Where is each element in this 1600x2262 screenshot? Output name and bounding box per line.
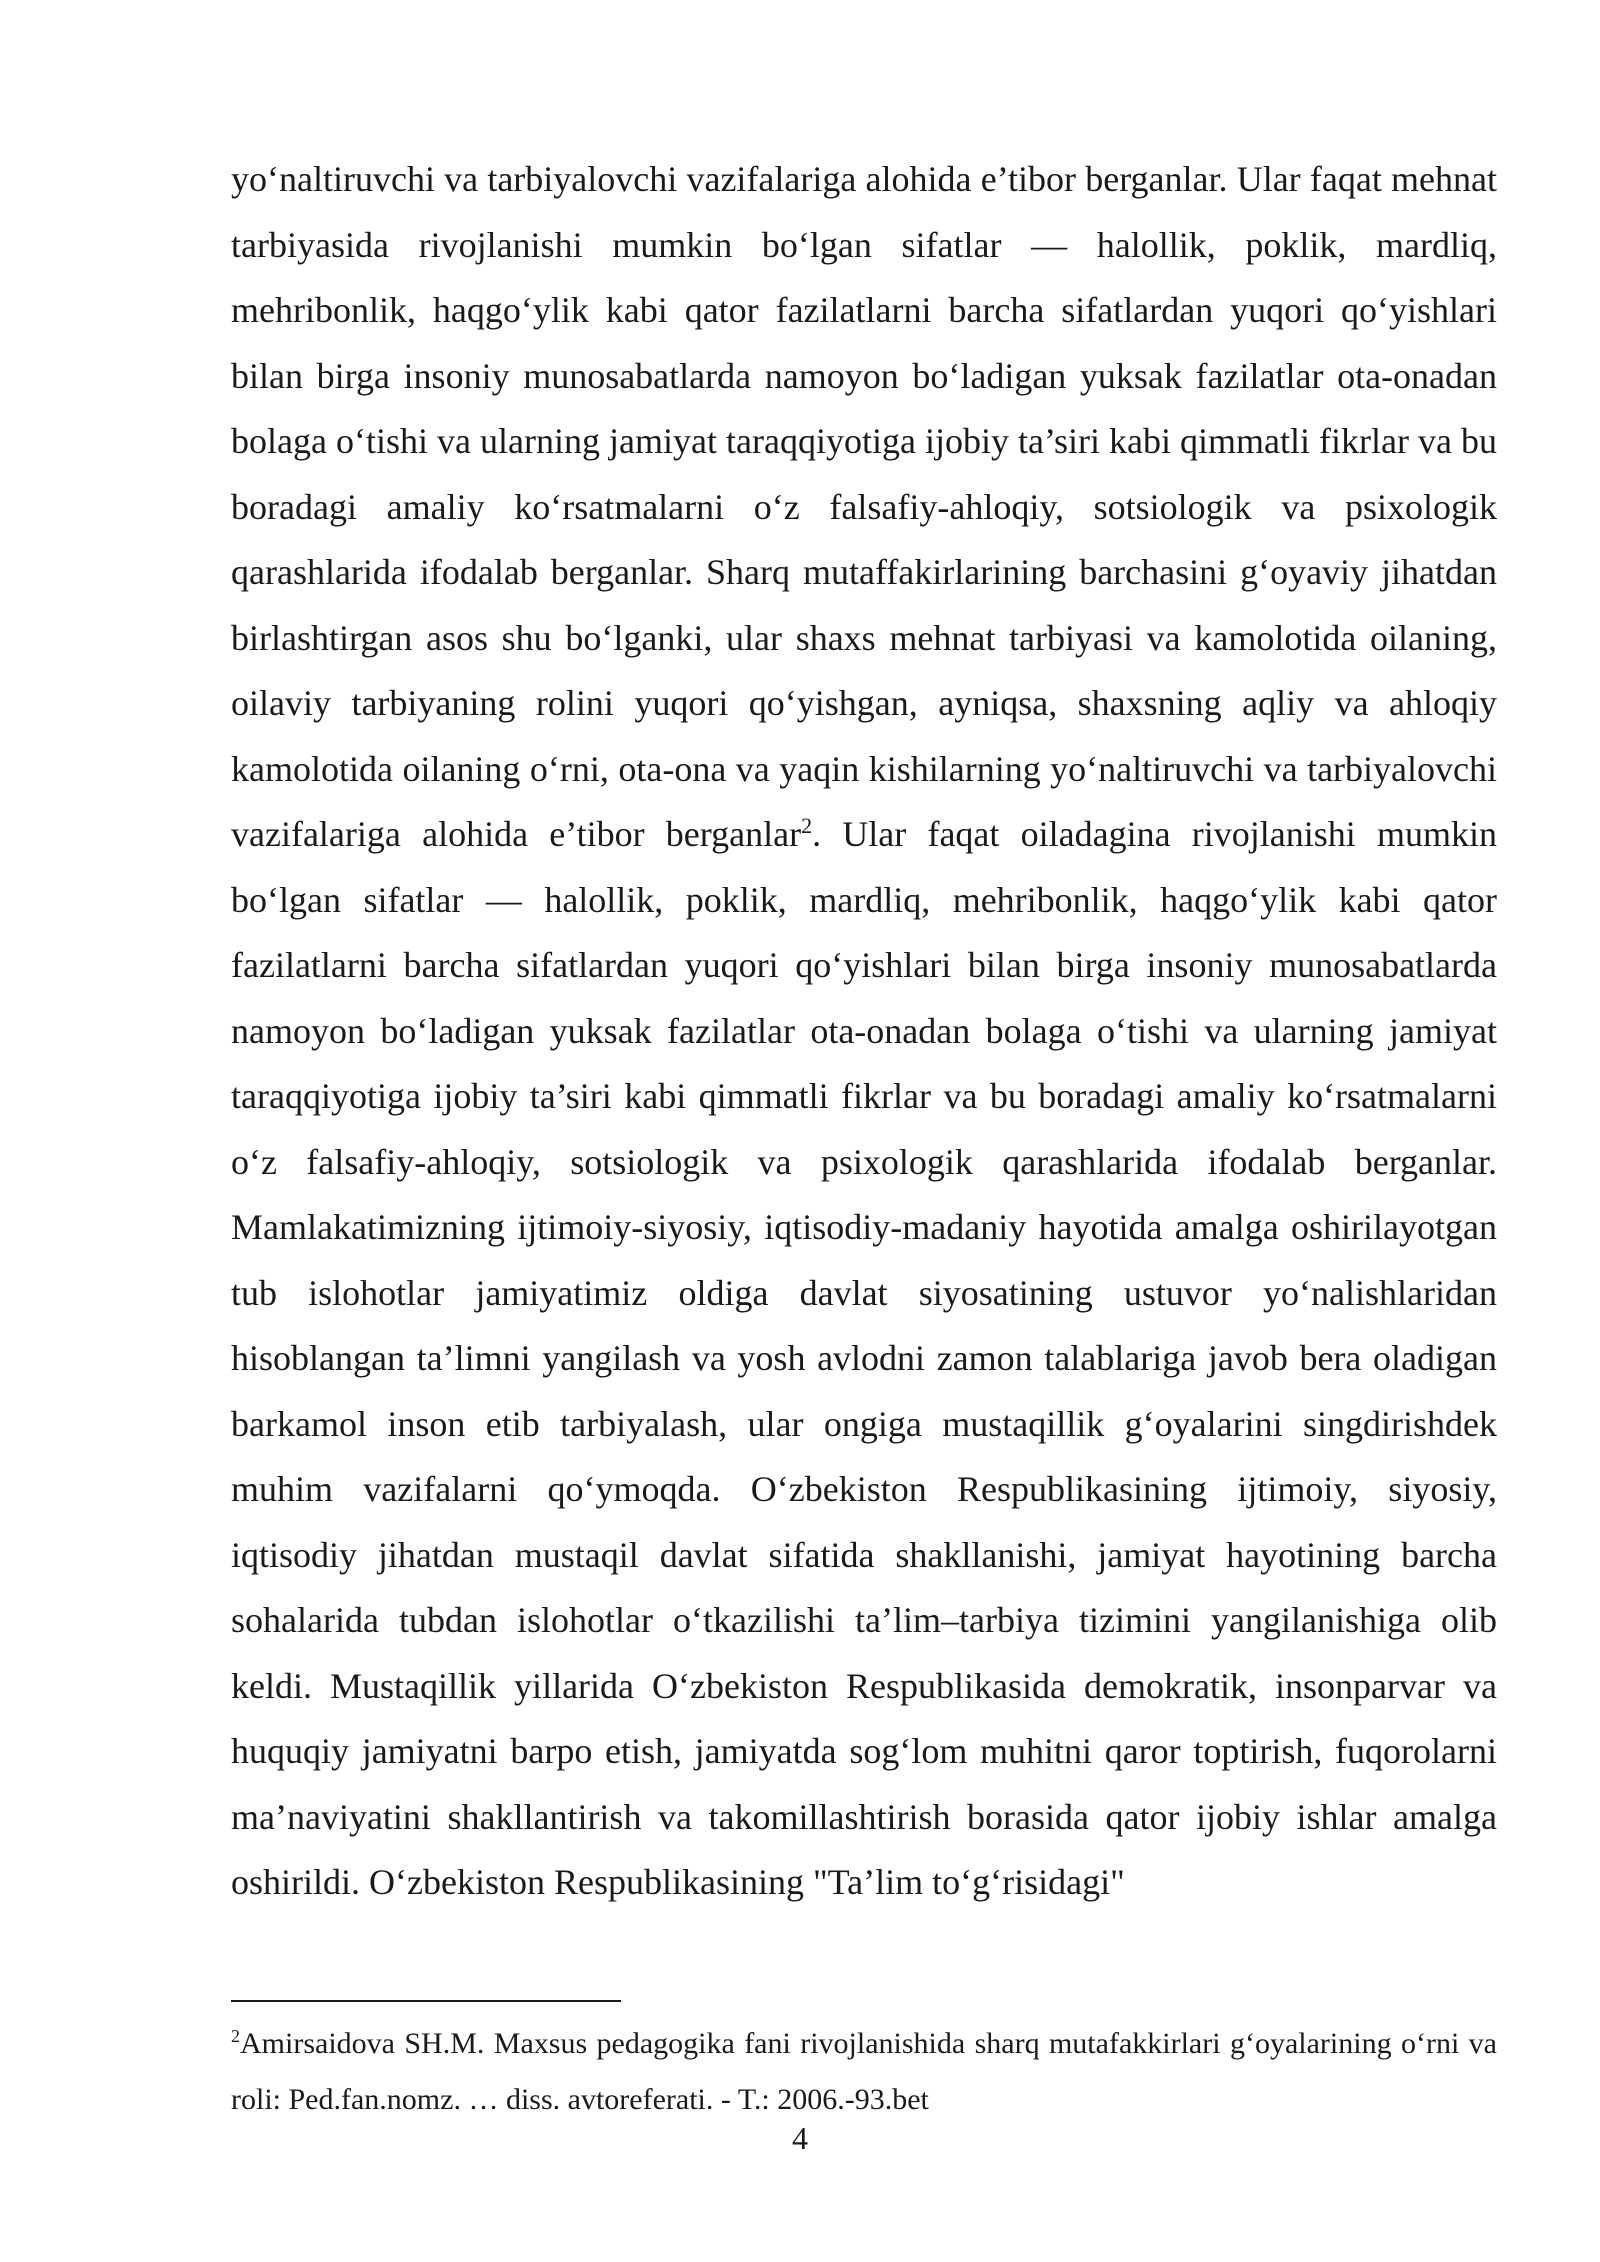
footnote	[231, 2016, 1497, 2128]
page-number: 4	[792, 2120, 808, 2156]
footnote-number: 2	[231, 2026, 240, 2046]
footnote-separator	[231, 2000, 621, 2002]
footnote-text: Amirsaidova SH.M. Maxsus pedagogika fani rivojlanishida sharq mutafakkirlari g‘oyalarining o‘rni va roli: Ped.fan.nomz. … diss. avtoreferati. - T.: 2006.-93.bet	[231, 2027, 1497, 2116]
body-text-before-note: yo‘naltiruvchi va tarbiyalovchi vazifalariga alohida e’tibor berganlar. Ular faqat mehnat tarbiyasida rivojlanishi mumkin bo‘lgan sifatlar — halollik, poklik, mardliq, mehribonlik, haqgo‘ylik kabi qator fazilatlarni barcha sifatlardan yuqori qo‘yishlari bilan birga insoniy munosabatlarda namoyon bo‘ladigan yuksak fazilatlar ota-onadan bolaga o‘tishi va ularning jamiyat taraqqiyotiga ijobiy ta’siri kabi qimmatli fikrlar va bu boradagi amaliy ko‘rsatmalarni o‘z falsafiy-ahloqiy, sotsiologik va psixologik qarashlarida ifodalab berganlar. Sharq mutaffakirlarining barchasini g‘oyaviy jihatdan birlashtirgan asos shu bo‘lganki, ular shaxs mehnat tarbiyasi va kamolotida oilaning, oilaviy tarbiyaning rolini yuqori qo‘yishgan, ayniqsa, shaxsning aqliy va ahloqiy kamolotida oilaning o‘rni, ota-ona va yaqin kishilarning yo‘naltiruvchi va tarbiyalovchi vazifalariga alohida e’tibor berganlar	[231, 159, 1497, 854]
footnote-reference[interactable]: 2	[801, 813, 813, 838]
body-text-after-note: . Ular faqat oiladagina rivojlanishi mumkin bo‘lgan sifatlar — halollik, poklik, mardliq, mehribonlik, haqgo‘ylik kabi qator fazilatlarni barcha sifatlardan yuqori qo‘yishlari bilan birga insoniy munosabatlarda namoyon bo‘ladigan yuksak fazilatlar ota-onadan bolaga o‘tishi va ularning jamiyat taraqqiyotiga ijobiy ta’siri kabi qimmatli fikrlar va bu boradagi amaliy ko‘rsatmalarni o‘z falsafiy-ahloqiy, sotsiologik va psixologik qarashlarida ifodalab berganlar. Mamlakatimizning ijtimoiy-siyosiy, iqtisodiy-madaniy hayotida amalga oshirilayotgan tub islohotlar jamiyatimiz oldiga davlat siyosatining ustuvor yo‘nalishlaridan hisoblangan ta’limni yangilash va yosh avlodni zamon talablariga javob bera oladigan barkamol inson etib tarbiyalash, ular ongiga mustaqillik g‘oyalarini singdirishdek muhim vazifalarni qo‘ymoqda. O‘zbekiston Respublikasining ijtimoiy, siyosiy, iqtisodiy jihatdan mustaqil davlat sifatida shakllanishi, jamiyat hayotining barcha sohalarida tubdan islohotlar o‘tkazilishi ta’lim–tarbiya tizimini yangilanishiga olib keldi. Mustaqillik yillarida O‘zbekiston Respublikasida demokratik, insonparvar va huquqiy jamiyatni barpo etish, jamiyatda sog‘lom muhitni qaror toptirish, fuqorolarni ma’naviyatini shakllantirish va takomillashtirish borasida qator ijobiy ishlar amalga oshirildi. O‘zbekiston Respublikasining "Ta’lim to‘g‘risidagi"	[231, 814, 1497, 1902]
body-paragraph	[231, 147, 1497, 1916]
